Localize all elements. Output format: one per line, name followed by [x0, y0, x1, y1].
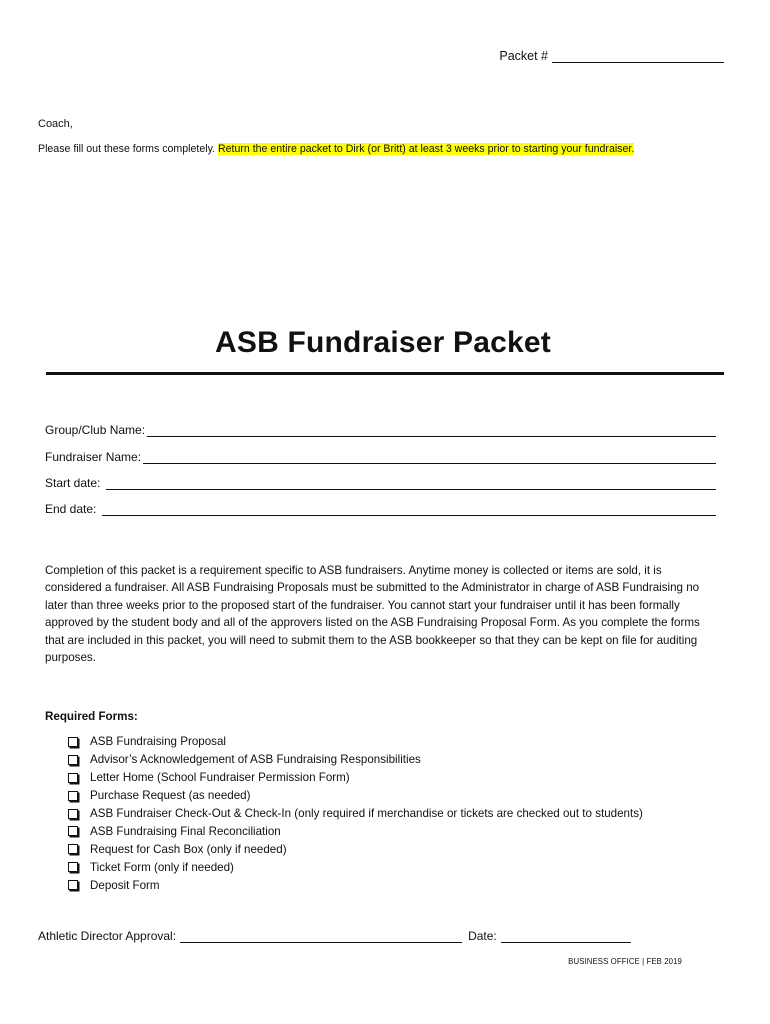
- list-item-label: ASB Fundraiser Check-Out & Check-In (only required if merchandise or tickets are checked out to students): [90, 807, 643, 820]
- checkbox-icon[interactable]: [68, 809, 78, 819]
- checkbox-icon[interactable]: [68, 755, 78, 765]
- footer: BUSINESS OFFICE | FEB 2019: [568, 957, 682, 966]
- checkbox-icon[interactable]: [68, 826, 78, 836]
- list-item: [68, 733, 643, 751]
- description-paragraph: Completion of this packet is a requirement specific to ASB fundraisers. Anytime money is collected or items are sold, it is considered a fundraiser. All ASB Fundraising Proposals must be submitted to the Administrator in charge of ASB Fundraising no later than three weeks prior to the proposed start of the fundraiser. You cannot start your fundraiser until it has been formally approved by the student body and all of the approvers listed on the ASB Fundraising Proposal Form. As you complete the forms that are included in this packet, you will need to submit them to the ASB bookkeeper so that they can be kept on file for auditing purposes.: [45, 564, 700, 665]
- list-item-label: Purchase Request (as needed): [90, 789, 251, 803]
- checkbox-icon[interactable]: [68, 844, 78, 854]
- approval-date-input[interactable]: [501, 931, 631, 943]
- list-item: [68, 858, 643, 876]
- list-item-label: ASB Fundraising Proposal: [90, 735, 226, 749]
- group-club-name-input[interactable]: [147, 425, 716, 437]
- fundraiser-name-label: Fundraiser Name:: [45, 450, 142, 464]
- list-item: [68, 822, 643, 840]
- required-forms-heading: Required Forms:: [45, 710, 138, 723]
- instructions-highlight: Return the entire packet to Dirk (or Britt) at least 3 weeks prior to starting your fundraiser.: [217, 143, 635, 155]
- instructions: [38, 143, 634, 155]
- list-item-label: Request for Cash Box (only if needed): [90, 842, 287, 856]
- group-club-name-label: Group/Club Name:: [45, 423, 146, 437]
- end-date-label: End date:: [45, 502, 97, 516]
- page-title: ASB Fundraiser Packet: [215, 326, 551, 359]
- list-item: [68, 769, 643, 787]
- start-date-label: Start date:: [45, 476, 101, 490]
- list-item-label: Letter Home (School Fundraiser Permission Form): [90, 771, 350, 785]
- list-item: [68, 876, 643, 894]
- list-item-label: Advisor’s Acknowledgement of ASB Fundraising Responsibilities: [90, 753, 421, 767]
- checkbox-icon[interactable]: [68, 791, 78, 801]
- title-divider: [46, 372, 724, 375]
- start-date-input[interactable]: [106, 478, 716, 490]
- instructions-text: Please fill out these forms completely.: [38, 143, 218, 155]
- approver-label: Athletic Director Approval:: [38, 929, 177, 943]
- packet-number-field: [499, 49, 724, 63]
- start-date-field: [45, 476, 716, 490]
- list-item: [68, 751, 643, 769]
- packet-number-input[interactable]: [552, 50, 724, 63]
- required-forms-list: [68, 733, 643, 894]
- approver-signature-input[interactable]: [180, 931, 462, 943]
- list-item-label: ASB Fundraising Final Reconciliation: [90, 824, 281, 838]
- list-item-label: Ticket Form (only if needed): [90, 860, 234, 874]
- list-item: [68, 840, 643, 858]
- checkbox-icon[interactable]: [68, 880, 78, 890]
- checkbox-icon[interactable]: [68, 773, 78, 783]
- end-date-input[interactable]: [102, 504, 716, 516]
- greeting: Coach,: [38, 118, 73, 130]
- fundraiser-name-field: [45, 450, 716, 464]
- packet-number-label: Packet #: [499, 49, 548, 63]
- group-club-name-field: [45, 423, 716, 437]
- list-item-label: Deposit Form: [90, 878, 160, 892]
- checkbox-icon[interactable]: [68, 737, 78, 747]
- list-item: [68, 805, 643, 823]
- list-item: [68, 787, 643, 805]
- end-date-field: [45, 502, 716, 516]
- approval-date-label: Date:: [468, 929, 497, 943]
- approval-section: [38, 929, 631, 943]
- fundraiser-name-input[interactable]: [143, 452, 716, 464]
- checkbox-icon[interactable]: [68, 862, 78, 872]
